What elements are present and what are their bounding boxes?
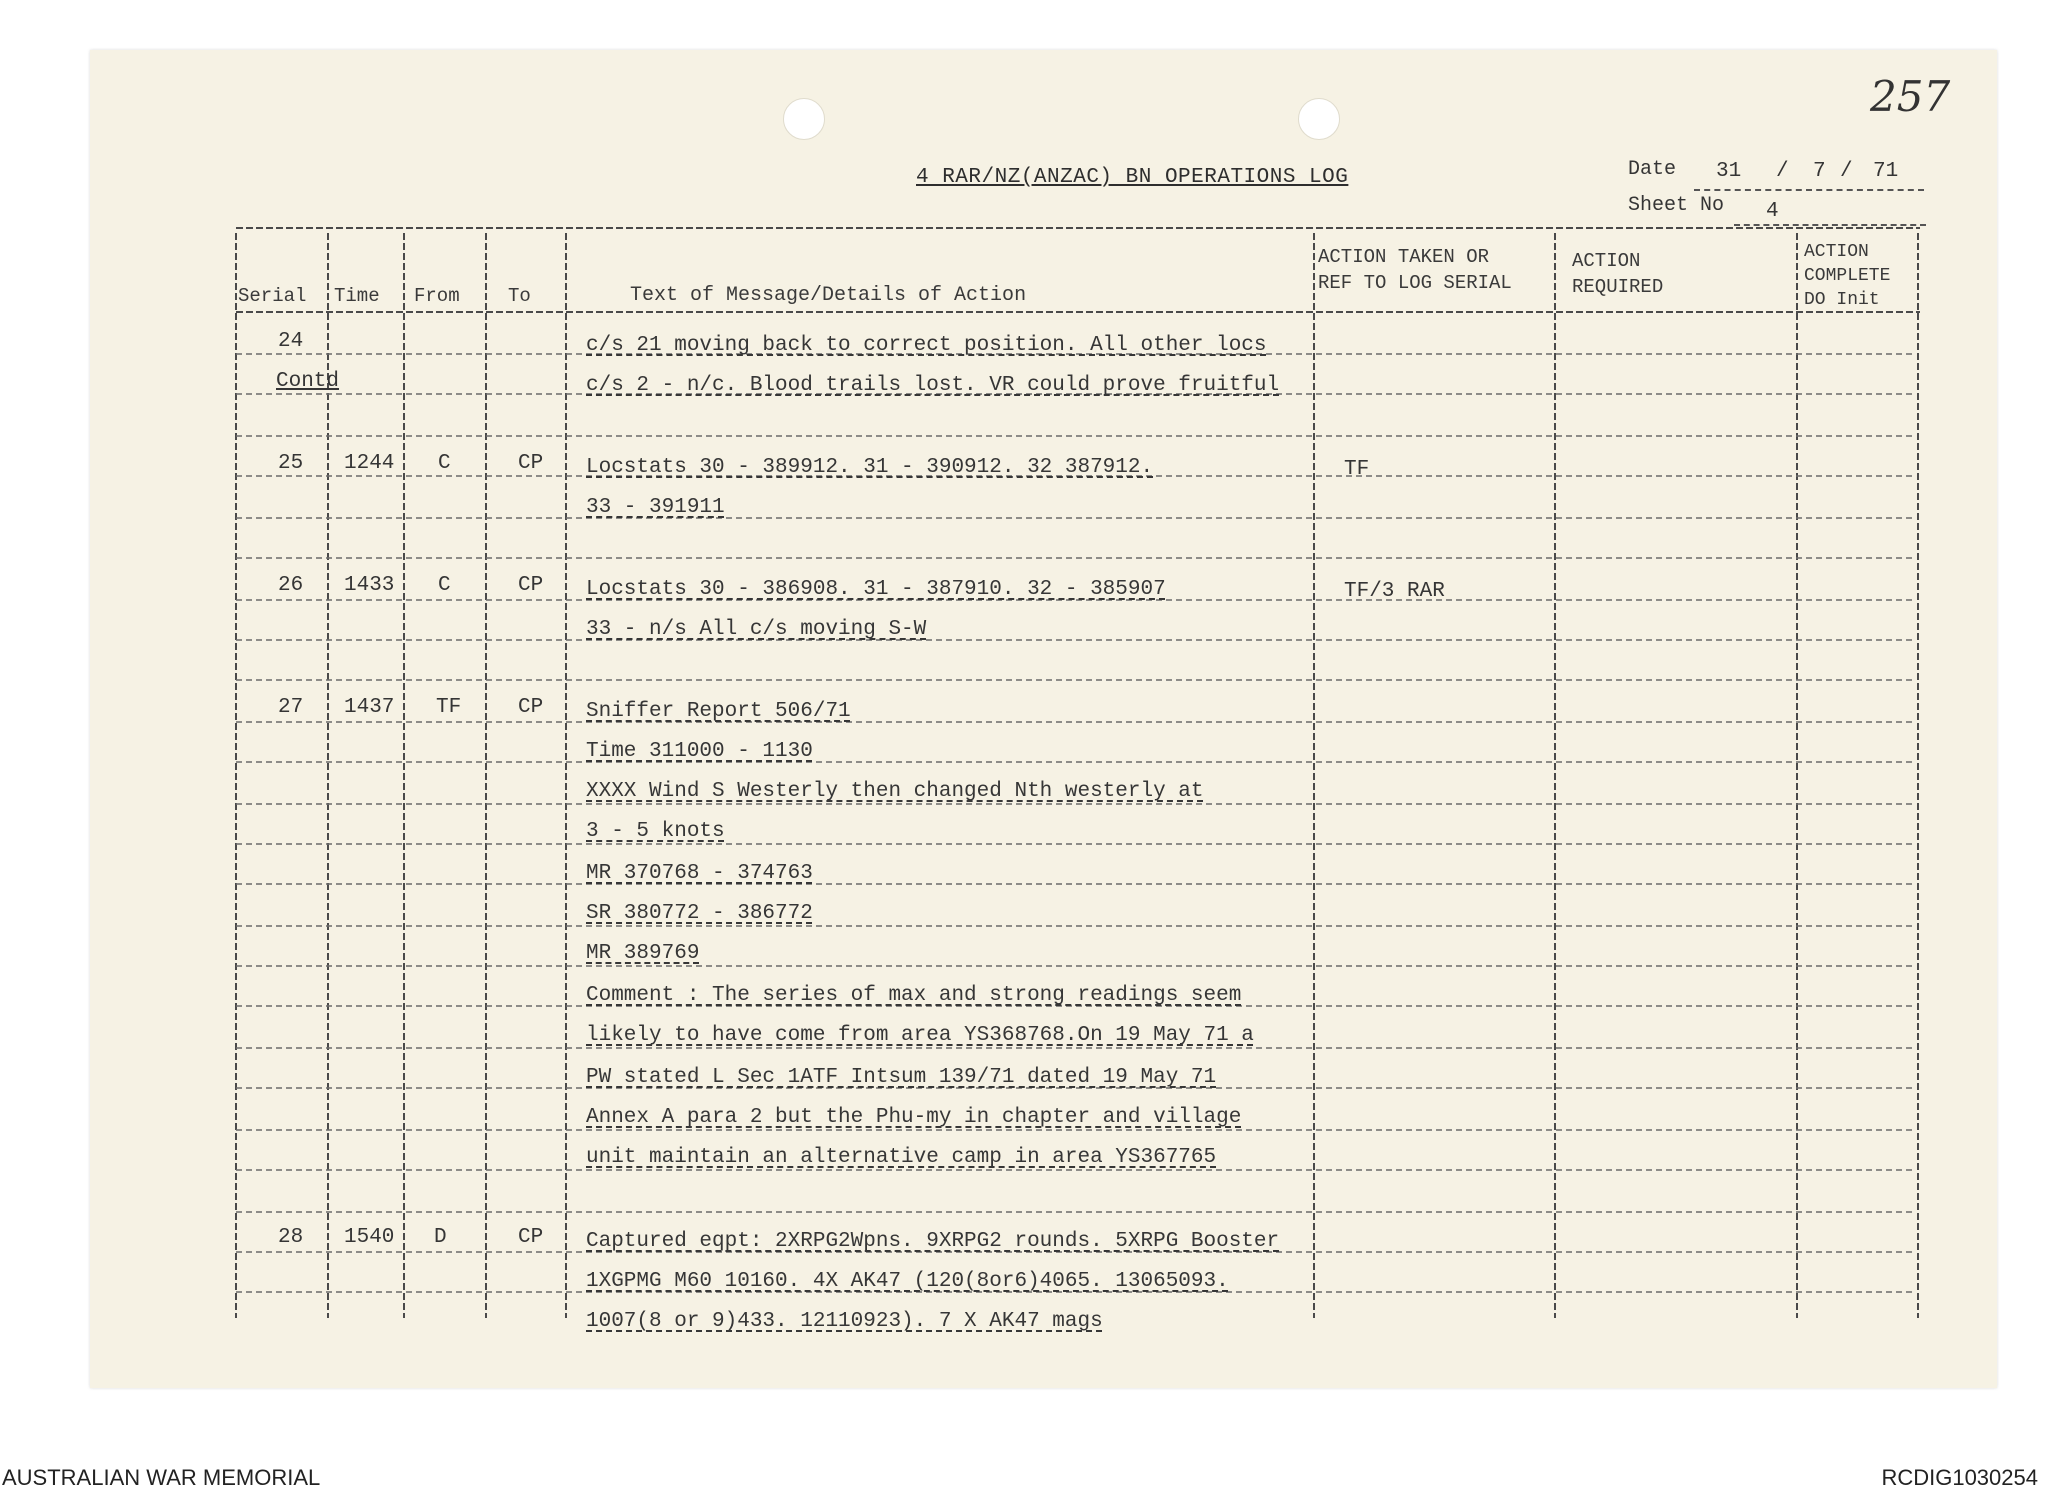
date-slash-1: / [1776, 160, 1789, 183]
entry-text-line: MR 389769 [586, 942, 700, 965]
entry-text-line: Time 311000 - 1130 [586, 740, 813, 763]
sheet-number: 4 [1766, 200, 1779, 223]
date-month: 7 [1813, 160, 1826, 183]
date-day: 31 [1716, 160, 1742, 183]
date-label: Date [1628, 158, 1677, 181]
header-time: Time [334, 285, 380, 307]
entry-text-line: 1XGPMG M60 10160. 4X AK47 (120(8or6)4065. 13065093. [586, 1270, 1229, 1293]
entry-time: 1540 [344, 1226, 395, 1249]
entry-serial: 24 [278, 330, 304, 353]
entry-text-line: c/s 2 - n/c. Blood trails lost. VR could prove fruitful [586, 374, 1280, 397]
entry-text-line: Locstats 30 - 389912. 31 - 390912. 32 387912. [586, 456, 1154, 479]
entry-from: D [434, 1226, 447, 1249]
entry-text-line: 3 - 5 knots [586, 820, 725, 843]
footer-record-id: RCDIG1030254 [1881, 1465, 2038, 1490]
entry-to: CP [518, 452, 544, 475]
entry-time: 1433 [344, 574, 395, 597]
entry-serial-contd: Contd [276, 370, 340, 393]
page-number: 257 [1870, 72, 1951, 121]
entry-from: TF [436, 696, 462, 719]
entry-time: 1244 [344, 452, 395, 475]
sheet-label: Sheet No [1628, 194, 1725, 217]
entry-text-line: Captured eqpt: 2XRPG2Wpns. 9XRPG2 rounds. 5XRPG Booster [586, 1230, 1280, 1253]
entry-to: CP [518, 696, 544, 719]
entry-action: TF [1344, 458, 1370, 481]
entry-text-line: MR 370768 - 374763 [586, 862, 813, 885]
header-serial: Serial [238, 285, 307, 307]
footer-archive-name: AUSTRALIAN WAR MEMORIAL [2, 1465, 321, 1490]
entry-text-line: XXXX Wind S Westerly then changed Nth westerly at [586, 780, 1204, 803]
entry-from: C [438, 452, 451, 475]
entry-from: C [438, 574, 451, 597]
header-action-taken: ACTION TAKEN OR REF TO LOG SERIAL [1318, 246, 1512, 294]
header-action-complete: ACTION COMPLETE DO Init [1804, 242, 1891, 310]
entry-text-line: PW stated L Sec 1ATF Intsum 139/71 dated 19 May 71 [586, 1066, 1217, 1089]
entry-time: 1437 [344, 696, 395, 719]
entry-text-line: likely to have come from area YS368768.On 19 May 71 a [586, 1024, 1254, 1047]
date-slash-2: / [1840, 160, 1853, 183]
entry-text-line: Locstats 30 - 386908. 31 - 387910. 32 - 385907 [586, 578, 1166, 601]
entry-text-line: unit maintain an alternative camp in area YS367765 [586, 1146, 1217, 1169]
header-action-required: ACTION REQUIRED [1572, 250, 1664, 298]
entry-text-line: SR 380772 - 386772 [586, 902, 813, 925]
page-title: 4 RAR/NZ(ANZAC) BN OPERATIONS LOG [916, 166, 1349, 189]
header-to: To [508, 285, 531, 307]
entry-serial: 27 [278, 696, 304, 719]
entry-text-line: Sniffer Report 506/71 [586, 700, 851, 723]
header-from: From [414, 285, 460, 307]
header-text: Text of Message/Details of Action [630, 284, 1027, 307]
entry-serial: 26 [278, 574, 304, 597]
entry-text-line: Comment : The series of max and strong readings seem [586, 984, 1242, 1007]
entry-to: CP [518, 574, 544, 597]
entry-text-line: 33 - 391911 [586, 496, 725, 519]
entry-text-line: Annex A para 2 but the Phu-my in chapter and village [586, 1106, 1242, 1129]
entry-text-line: 1007(8 or 9)433. 12110923). 7 X AK47 mags [586, 1310, 1103, 1333]
entry-serial: 28 [278, 1226, 304, 1249]
entry-text-line: 33 - n/s All c/s moving S-W [586, 618, 927, 641]
date-year: 71 [1873, 160, 1899, 183]
entry-text-line: c/s 21 moving back to correct position. All other locs [586, 334, 1267, 357]
entry-serial: 25 [278, 452, 304, 475]
entry-action: TF/3 RAR [1344, 580, 1445, 603]
entry-to: CP [518, 1226, 544, 1249]
